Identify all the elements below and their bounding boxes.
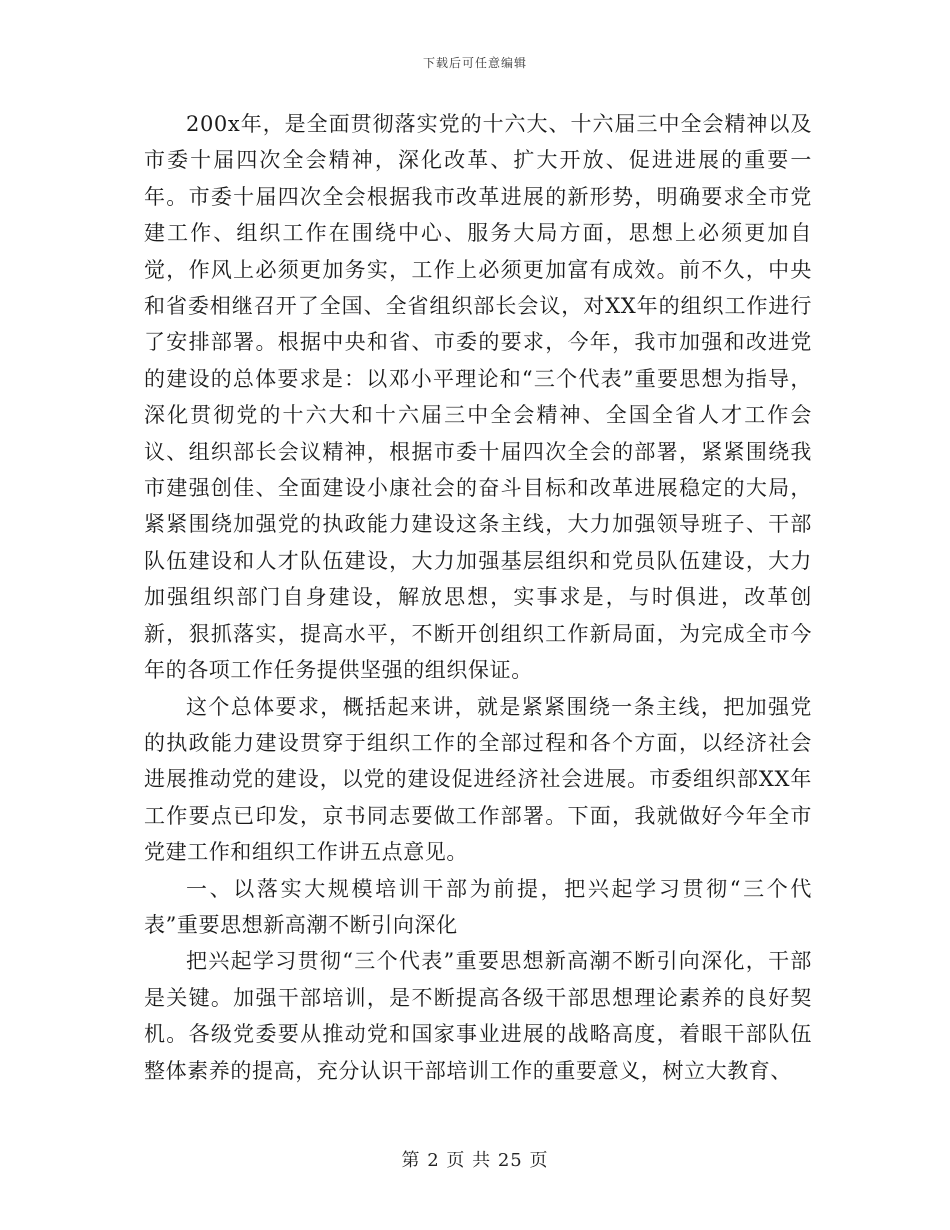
section-heading-one: 一、以落实大规模培训干部为前提，把兴起学习贯彻“三个代表”重要思想新高潮不断引向深化 — [144, 876, 812, 937]
paragraph-section-one: 把兴起学习贯彻“三个代表”重要思想新高潮不断引向深化，干部是关键。加强干部培训，是不断提高各级干部思想理论素养的良好契机。各级党委要从推动党和国家事业进展的战略高度，着眼干部队伍整体素养的提高，充分认识干部培训工作的重要意义，树立大教育、 — [144, 949, 812, 1083]
paragraph-summary: 这个总体要求，概括起来讲，就是紧紧围绕一条主线，把加强党的执政能力建设贯穿于组织工作的全部过程和各个方面，以经济社会进展推动党的建设，以党的建设促进经济社会进展。市委组织部XX年工作要点已印发，京书同志要做工作部署。下面，我就做好今年全市党建工作和组织工作讲五点意见。 — [144, 694, 812, 865]
page-header: 下载后可任意编辑 — [422, 56, 527, 70]
paragraph-intro: 200x年，是全面贯彻落实党的十六大、十六届三中全会精神以及市委十届四次全会精神，深化改革、扩大开放、促进进展的重要一年。市委十届四次全会根据我市改革进展的新形势，明确要求全市党建工作、组织工作在围绕中心、服务大局方面，思想上必须更加自觉，作风上必须更加务实，工作上必须更加富有成效。前不久，中央和省委相继召开了全国、全省组织部长会议，对XX年的组织工作进行了安排部署。根据中央和省、市委的要求，今年，我市加强和改进党的建设的总体要求是：以邓小平理论和“三个代表”重要思想为指导，深化贯彻党的十六大和十六届三中全会精神、全国全省人才工作会议、组织部长会议精神，根据市委十届四次全会的部署，紧紧围绕我市建强创佳、全面建设小康社会的奋斗目标和改革进展稳定的大局，紧紧围绕加强党的执政能力建设这条主线，大力加强领导班子、干部队伍建设和人才队伍建设，大力加强基层组织和党员队伍建设，大力加强组织部门自身建设，解放思想，实事求是，与时俱进，改革创新，狠抓落实，提高水平，不断开创组织工作新局面，为完成全市今年的各项工作任务提供坚强的组织保证。 — [144, 112, 812, 683]
document-body — [144, 106, 812, 1089]
page-footer: 第 2 页 共 25 页 — [401, 1150, 549, 1171]
